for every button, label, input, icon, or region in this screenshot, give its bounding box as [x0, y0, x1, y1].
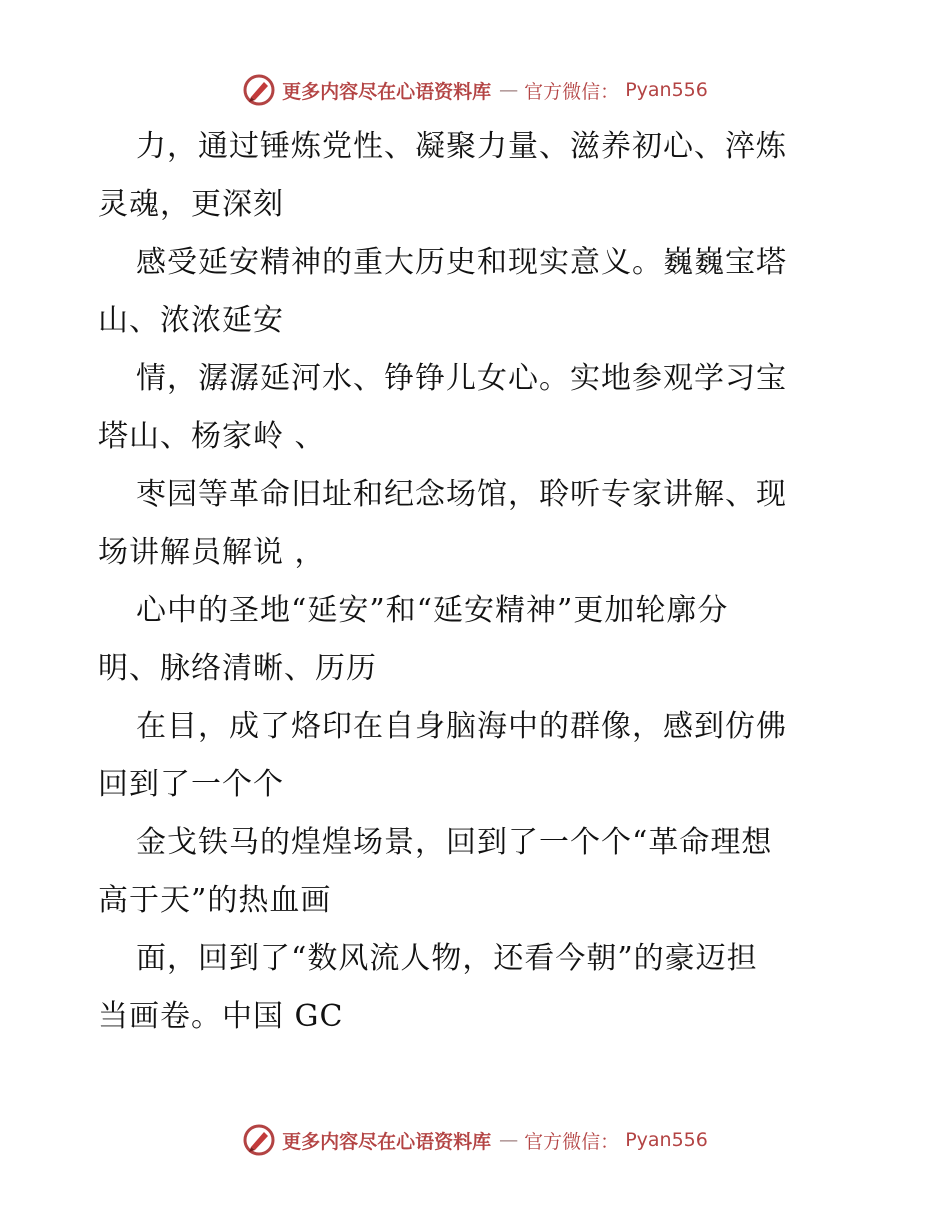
text-line: 面，回到了“数风流人物，还看今朝”的豪迈担	[136, 941, 758, 976]
banner-dash: —	[499, 1129, 517, 1151]
text-line: 情，潺潺延河水、铮铮儿女心。实地参观学习宝	[136, 361, 787, 396]
text-line: 灵魂，更深刻	[98, 187, 284, 222]
header-banner	[0, 70, 950, 110]
footer-banner	[0, 1120, 950, 1160]
text-line: 力，通过锤炼党性、凝聚力量、滋养初心、淬炼	[136, 129, 787, 164]
banner-wechat-id: Pyan556	[625, 1129, 708, 1151]
banner-dash: —	[499, 79, 517, 101]
text-line: 在目，成了烙印在自身脑海中的群像，感到仿佛	[136, 709, 787, 744]
text-line: 枣园等革命旧址和纪念场馆，聆听专家讲解、现	[136, 477, 787, 512]
pen-nib-logo-icon	[242, 73, 276, 107]
text-line: 当画卷。中国 GC	[98, 999, 344, 1034]
banner-sub-text: 官方微信：	[524, 1130, 620, 1153]
text-line: 感受延安精神的重大历史和现实意义。巍巍宝塔	[136, 245, 787, 280]
text-line: 山、浓浓延安	[98, 303, 284, 338]
banner-main-text: 更多内容尽在心语资料库	[282, 80, 492, 103]
banner-wechat-id: Pyan556	[625, 79, 708, 101]
text-line: 回到了一个个	[98, 767, 284, 802]
document-body	[98, 118, 858, 1046]
banner-main-text: 更多内容尽在心语资料库	[282, 1130, 492, 1153]
text-line: 场讲解员解说 ，	[98, 535, 326, 570]
text-line: 心中的圣地“延安”和“延安精神”更加轮廓分	[136, 593, 729, 628]
banner-sub-text: 官方微信：	[524, 80, 620, 103]
text-line: 明、脉络清晰、历历	[98, 651, 377, 686]
text-line: 金戈铁马的煌煌场景，回到了一个个“革命理想	[136, 825, 773, 860]
text-line: 高于天”的热血画	[98, 883, 332, 918]
pen-nib-logo-icon	[242, 1123, 276, 1157]
text-line: 塔山、杨家岭 、	[98, 419, 326, 454]
